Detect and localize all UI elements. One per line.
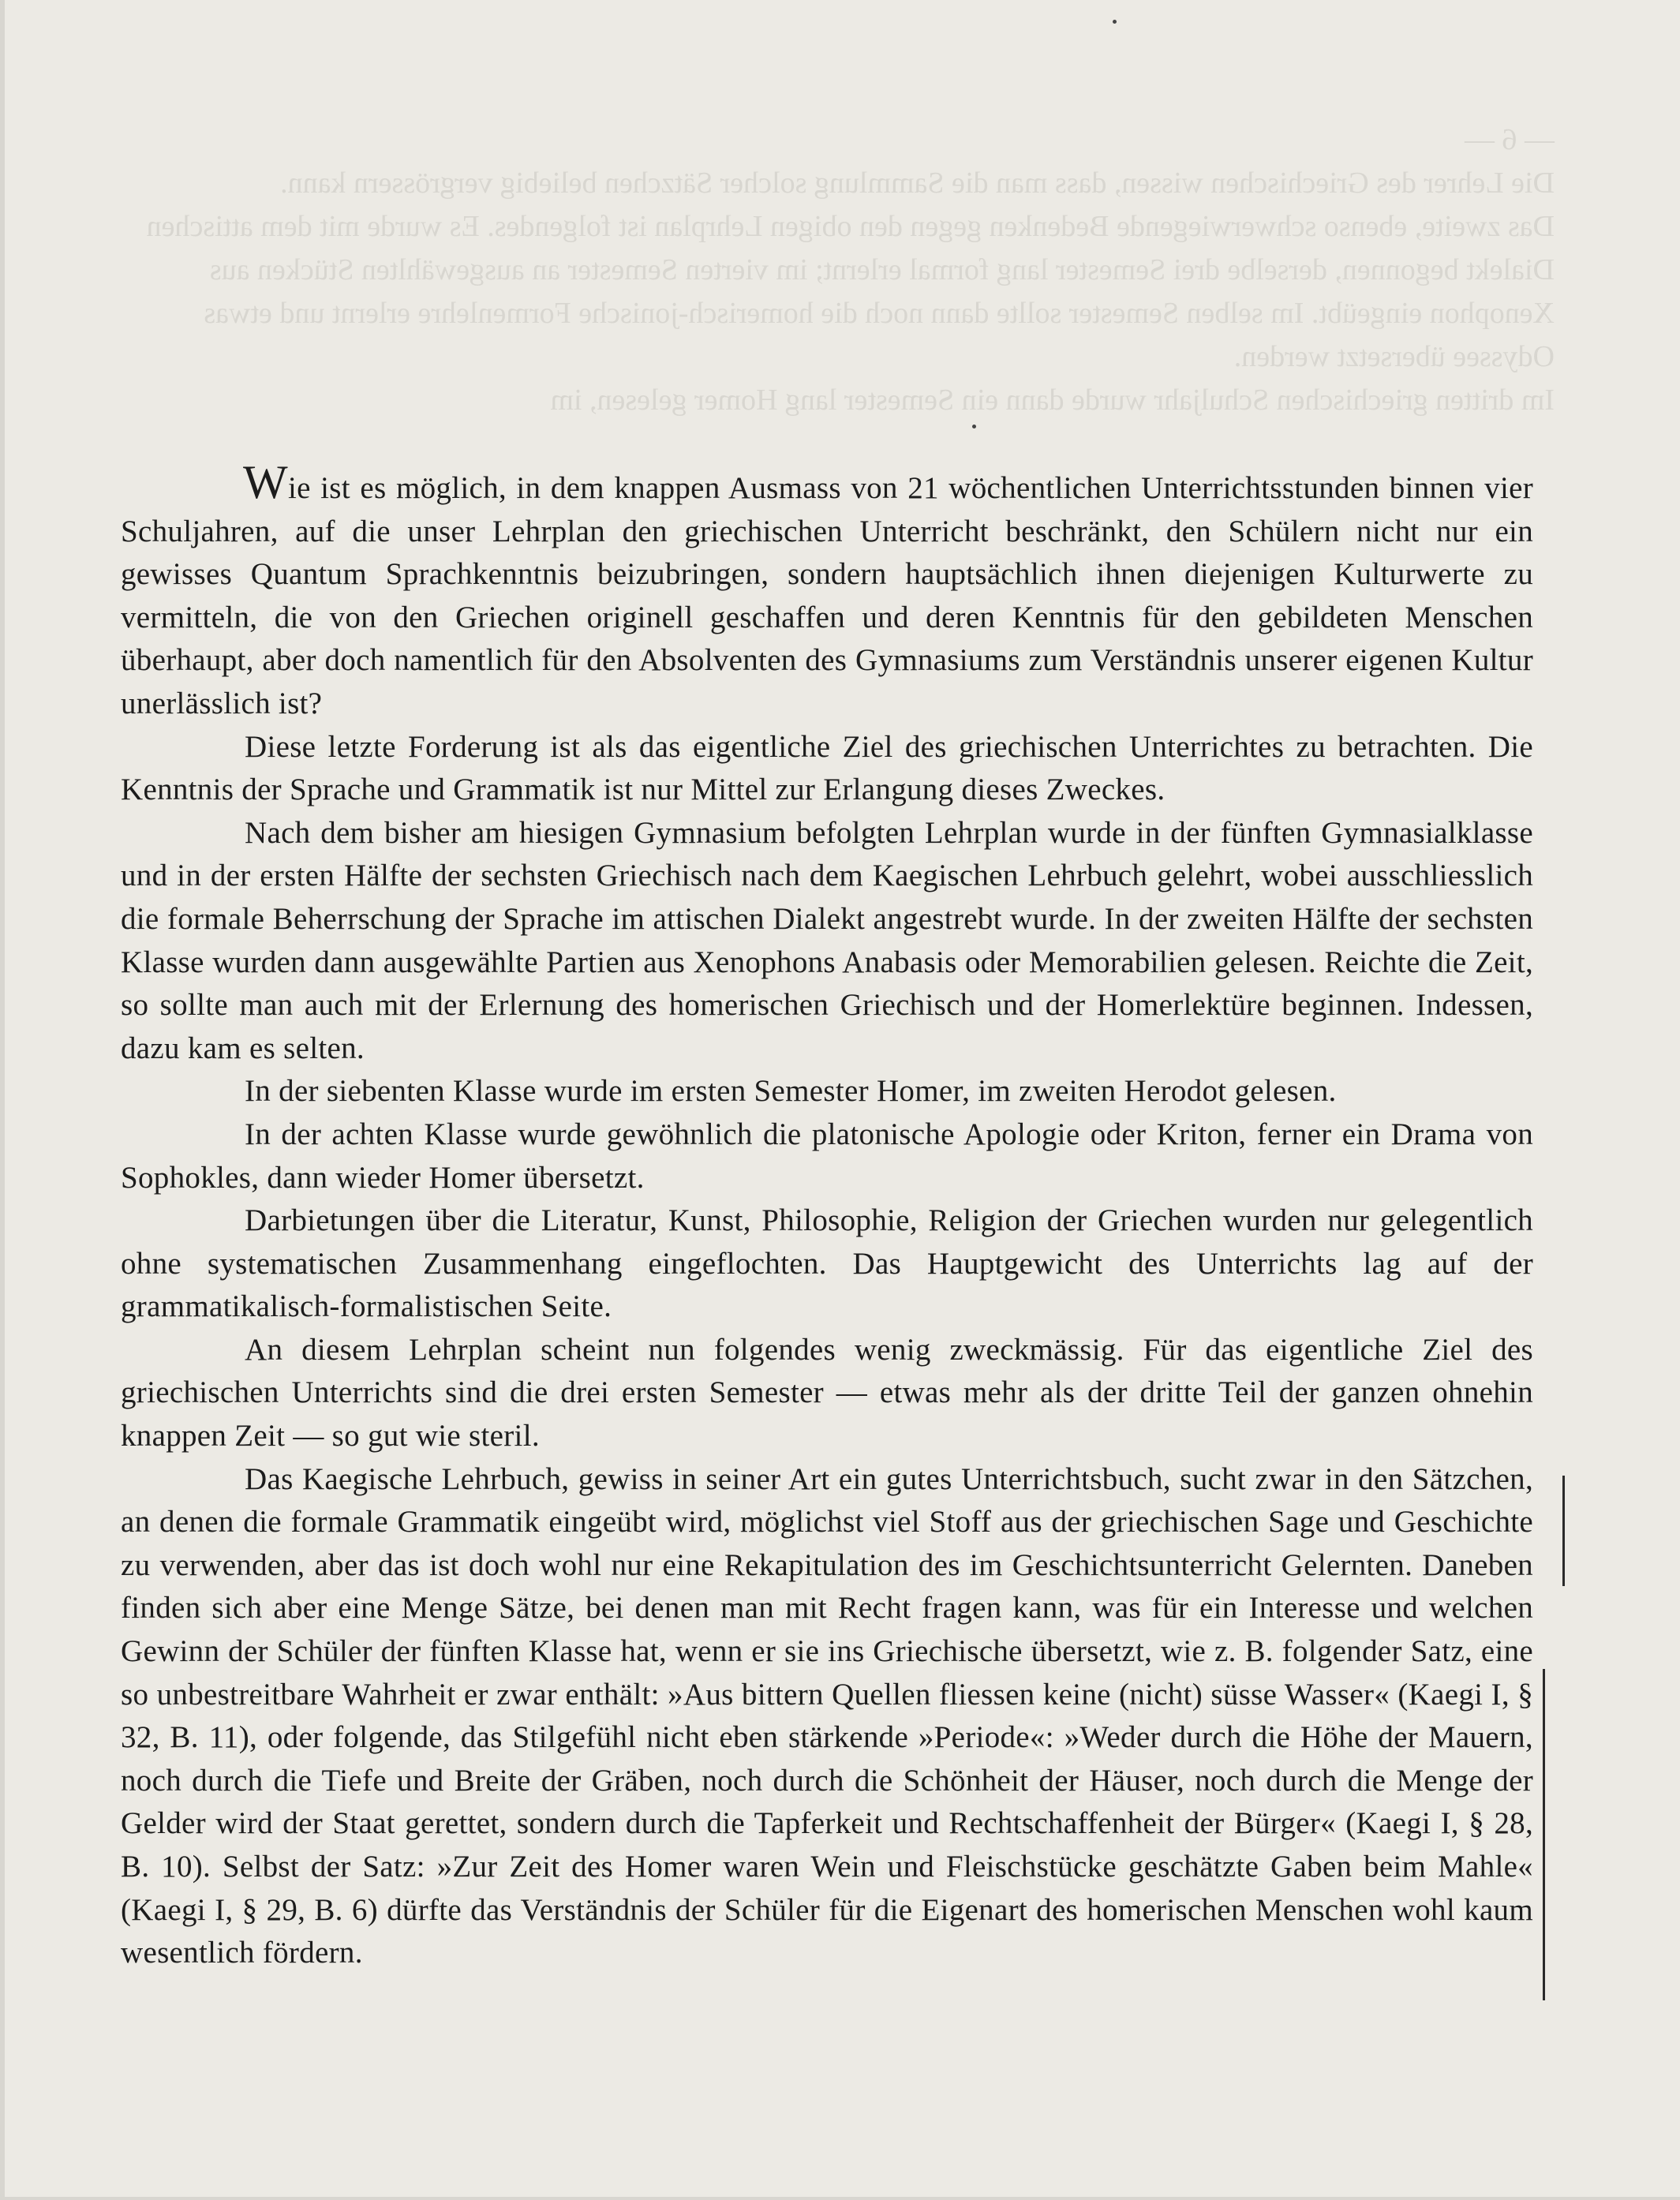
- paragraph-7: An diesem Lehrplan scheint nun folgendes wenig zweckmässig. Für das eigentliche Ziel des griechischen Unterrichts sind die drei ersten Semester — etwas mehr als der dritte Teil der ganzen ohnehin knappen Zeit — so gut wie steril.: [121, 1332, 1533, 1454]
- bleed-through-text: — 6 — Die Lehrer des Griechischen wissen, dass man die Sammlung solcher Sätzchen beliebig vergrössern kann. Das zweite, ebenso schwerwiegende Bedenken gegen den obigen Lehrplan ist folgendes. Es wurde mit dem attischen Dialekt begonnen, derselbe drei Semester lang formal erlernt; im vierten Semester an ausgewählten Stücken aus Xenophon eingeübt. Im selben Semester sollte dann noch die homerisch-jonische Formenlehre erlernt und etwas Odyssee übersetzt werden. Im dritten griechischen Schuljahr wurde dann ein Semester lang Homer gelesen, im: [146, 123, 1555, 417]
- drop-cap: W: [243, 456, 288, 508]
- margin-line-mark: [1562, 1476, 1565, 1586]
- paragraph-5: In der achten Klasse wurde gewöhnlich die platonische Apologie oder Kriton, ferner ein Drama von Sophokles, dann wieder Homer übersetzt.: [121, 1117, 1533, 1195]
- paragraph-2: Diese letzte Forderung ist als das eigentliche Ziel des griechischen Unterrichtes zu betrachten. Die Kenntnis der Sprache und Grammatik ist nur Mittel zur Erlangung dieses Zweckes.: [121, 729, 1533, 807]
- paragraph-6: Darbietungen über die Literatur, Kunst, Philosophie, Religion der Griechen wurden nur gelegentlich ohne systematischen Zusammenhang eingeflochten. Das Hauptgewicht des Unterrichts lag auf der grammatikalisch-formalistischen Seite.: [121, 1203, 1533, 1324]
- paragraph-3: Nach dem bisher am hiesigen Gymnasium befolgten Lehrplan wurde in der fünften Gymnasialklasse und in der ersten Hälfte der sechsten Griechisch nach dem Kaegischen Lehrbuch gelehrt, wobei ausschliesslich die formale Beherrschung der Sprache im attischen Dialekt angestrebt wurde. In der zweiten Hälfte der sechsten Klasse wurden dann ausgewählte Partien aus Xenophons Anabasis oder Memorabilien gelesen. Reichte die Zeit, so sollte man auch mit der Erlernung des homerischen Griechisch und der Homerlektüre beginnen. Indessen, dazu kam es selten.: [121, 815, 1533, 1065]
- paragraph-text: ie ist es möglich, in dem knappen Ausmass von 21 wöchentlichen Unterrichtsstunden binnen vier Schuljahren, auf die unser Lehrplan den griechischen Unterricht beschränkt, den Schülern nicht nur ein gewisses Quantum Sprachkenntnis beizubringen, sondern hauptsächlich ihnen diejenigen Kulturwerte zu vermitteln, die von den Griechen originell geschaffen und deren Kenntnis für den gebildeten Menschen überhaupt, aber doch namentlich für den Absolventen des Gymnasiums zum Verständnis unserer eigenen Kultur unerlässlich ist?: [121, 471, 1533, 720]
- paragraph-4: In der siebenten Klasse wurde im ersten Semester Homer, im zweiten Herodot gelesen.: [245, 1074, 1337, 1109]
- ink-dot: [1113, 20, 1117, 24]
- document-body: [121, 456, 1533, 1975]
- margin-line-mark: [1543, 1669, 1545, 2000]
- paragraph-1: [121, 456, 1533, 726]
- paragraph-8: Das Kaegische Lehrbuch, gewiss in seiner Art ein gutes Unterrichtsbuch, sucht zwar in den Sätzchen, an denen die formale Grammatik eingeübt wird, möglichst viel Stoff aus der griechischen Sage und Geschichte zu verwenden, aber das ist doch wohl nur eine Rekapitulation des im Geschichtsunterricht Gelernten. Daneben finden sich aber eine Menge Sätze, bei denen man mit Recht fragen kann, was für ein Interesse und welchen Gewinn der Schüler der fünften Klasse hat, wenn er sie ins Griechische übersetzt, wie z. B. folgender Satz, eine so unbestreitbare Wahrheit er zwar enthält: »Aus bittern Quellen fliessen keine (nicht) süsse Wasser« (Kaegi I, § 32, B. 11), oder folgende, das Stilgefühl nicht eben stärkende »Periode«: »Weder durch die Höhe der Mauern, noch durch die Tiefe und Breite der Gräben, noch durch die Schönheit der Häuser, noch durch die Menge der Gelder wird der Staat gerettet, sondern durch die Tapferkeit und Rechtschaffenheit der Bürger« (Kaegi I, § 28, B. 10). Selbst der Satz: »Zur Zeit des Homer waren Wein und Fleischstücke geschätzte Gaben beim Mahle« (Kaegi I, § 29, B. 6) dürfte das Verständnis der Schüler für die Eigenart des homerischen Menschen wohl kaum wesentlich fördern.: [121, 1461, 1533, 1970]
- ink-dot: [972, 425, 976, 428]
